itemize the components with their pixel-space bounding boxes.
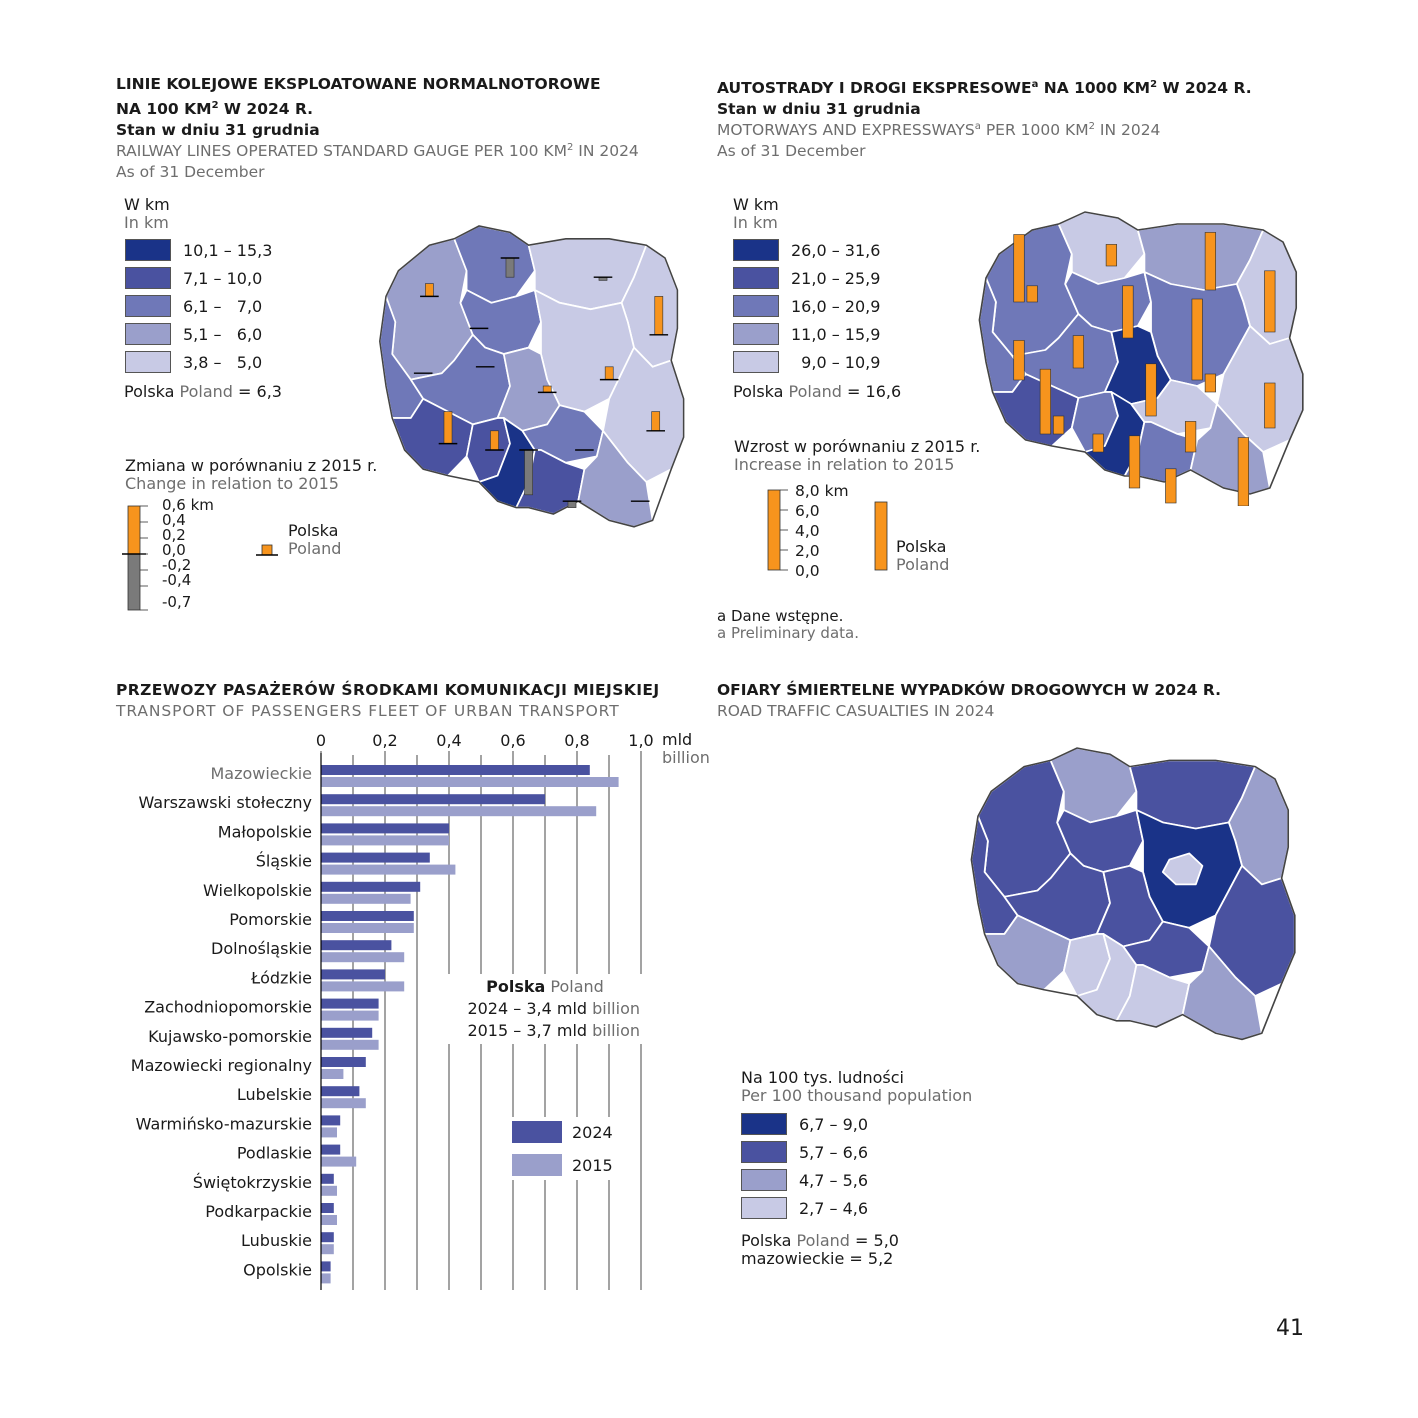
increase-bar xyxy=(1265,383,1276,428)
legend-swatch xyxy=(741,1141,787,1163)
increase-bar xyxy=(1014,235,1025,303)
increase-bar xyxy=(1192,299,1203,380)
legend-swatch xyxy=(741,1169,787,1191)
bar-2024 xyxy=(321,1057,366,1067)
bar-2024 xyxy=(321,1145,340,1155)
legend-label: 5,7 – 6,6 xyxy=(799,1142,869,1162)
bar-2024 xyxy=(321,882,420,892)
bar-2024 xyxy=(321,853,430,863)
change-bar xyxy=(425,284,433,297)
category-label: Lubuskie xyxy=(241,1231,312,1251)
casualties-subtitle: ROAD TRAFFIC CASUALTIES IN 2024 xyxy=(717,702,995,720)
increase-bar xyxy=(1205,232,1216,290)
bar-2015 xyxy=(321,1098,366,1108)
rail-map xyxy=(376,218,698,540)
increase-bar xyxy=(1146,364,1157,416)
category-label: Łódzkie xyxy=(251,968,312,988)
legend-swatch xyxy=(125,267,171,289)
bar-2024 xyxy=(321,940,391,950)
x-tick-label: 0,6 xyxy=(500,731,526,750)
bar-2015 xyxy=(321,1069,343,1079)
bar-2015 xyxy=(321,1157,356,1167)
rail-title: LINIE KOLEJOWE EKSPLOATOWANE NORMALNOTOROWE NA 100 $KM^2$ W 2024 R. Stan w dniu 31 grudnia xyxy=(116,75,601,140)
change-bar xyxy=(655,296,663,334)
legend-swatch xyxy=(741,1197,787,1219)
legend-label: 16,0 – 20,9 xyxy=(791,296,881,316)
bar-2024 xyxy=(321,823,449,833)
motorway-poland-symbol xyxy=(870,500,892,574)
increase-bar xyxy=(1040,369,1051,434)
scale-negative-bar xyxy=(128,554,140,610)
legend-label: 2,7 – 4,6 xyxy=(799,1198,869,1218)
change-bar xyxy=(506,258,514,277)
casualties-title: OFIARY ŚMIERTELNE WYPADKÓW DROGOWYCH W 2024 R. xyxy=(717,681,1222,699)
x-tick-label: 0,2 xyxy=(372,731,398,750)
legend-swatch-2024 xyxy=(512,1121,562,1143)
bar-2015 xyxy=(321,1215,337,1225)
legend-swatch xyxy=(741,1113,787,1135)
category-label: Wielkopolskie xyxy=(203,880,312,900)
category-label: Kujawsko-pomorskie xyxy=(148,1026,312,1046)
passengers-subtitle: TRANSPORT OF PASSENGERS FLEET OF URBAN TRANSPORT xyxy=(116,702,620,720)
increase-bar xyxy=(1129,436,1140,488)
legend-swatch xyxy=(733,323,779,345)
legend-row xyxy=(733,322,880,346)
legend-row xyxy=(733,350,880,374)
legend-row xyxy=(741,1140,868,1164)
bar-2015 xyxy=(321,1186,337,1196)
motorway-average: Polska Poland = 16,6 xyxy=(733,382,902,401)
rail-change-title: Zmiana w porównaniu z 2015 r. Change in relation to 2015 xyxy=(125,456,378,493)
passengers-unit: mld billion xyxy=(662,730,710,767)
increase-bar xyxy=(1238,438,1249,506)
passengers-total-box: Polska Poland 2024 – 3,4 mld billion 2015 – 3,7 mld billion xyxy=(448,974,642,1044)
legend-row xyxy=(125,350,262,374)
rail-poland-symbol xyxy=(254,538,284,560)
legend-label: 9,0 – 10,9 xyxy=(791,352,881,372)
legend-swatch xyxy=(733,295,779,317)
bar-2015 xyxy=(321,835,449,845)
rail-subtitle: RAILWAY LINES OPERATED STANDARD GAUGE PER 100 $KM^2$ IN 2024 As of 31 December xyxy=(116,142,639,182)
legend-label: 6,7 – 9,0 xyxy=(799,1114,869,1134)
legend-swatch xyxy=(125,295,171,317)
increase-bar xyxy=(1014,340,1025,380)
category-label: Opolskie xyxy=(243,1260,312,1280)
motorway-note: a Dane wstępne. a Preliminary data. xyxy=(717,607,859,642)
increase-bar xyxy=(1053,416,1064,434)
legend-row xyxy=(733,294,880,318)
increase-bar xyxy=(1123,286,1134,338)
change-bar xyxy=(525,450,533,495)
casualties-legend-title: Na 100 tys. ludności Per 100 thousand population xyxy=(741,1068,973,1105)
change-bar xyxy=(568,501,576,507)
motorway-subtitle: MOTORWAYS AND EXPRESSWAYS$^a$ PER 1000 $KM^2$ IN 2024 As of 31 December xyxy=(717,121,1161,161)
category-label: Zachodniopomorskie xyxy=(144,997,312,1017)
legend-label: 10,1 – 15,3 xyxy=(183,240,273,260)
bar-2024 xyxy=(321,1115,340,1125)
bar-2024 xyxy=(321,999,379,1009)
motorway-unit: W km In km xyxy=(733,195,779,232)
legend-swatch xyxy=(733,267,779,289)
bar-2015 xyxy=(321,777,619,787)
legend-label: 11,0 – 15,9 xyxy=(791,324,881,344)
legend-row xyxy=(125,266,262,290)
increase-bar xyxy=(1166,469,1177,503)
category-label: Mazowiecki regionalny xyxy=(130,1056,312,1075)
category-label: Małopolskie xyxy=(217,822,312,842)
category-label: Podkarpackie xyxy=(205,1202,312,1221)
increase-bar xyxy=(1027,286,1038,302)
legend-row xyxy=(733,266,880,290)
category-label: Dolnośląskie xyxy=(211,939,312,959)
bar-2024 xyxy=(321,1203,334,1213)
bar-2015 xyxy=(321,1127,337,1137)
category-label: Podlaskie xyxy=(236,1143,312,1163)
rail-average: Polska Poland = 6,3 xyxy=(124,382,282,401)
increase-bar xyxy=(1093,434,1104,452)
bar-2024 xyxy=(321,1028,372,1038)
bar-2015 xyxy=(321,1040,379,1050)
change-bar xyxy=(490,431,498,450)
increase-bar xyxy=(1185,421,1196,452)
legend-row xyxy=(741,1112,868,1136)
motorway-title: AUTOSTRADY I DROGI EKSPRESOWE$^a$ NA 1000 $KM^2$ W 2024 R. Stan w dniu 31 grudnia xyxy=(717,79,1252,119)
bar-2015 xyxy=(321,981,404,991)
x-tick-label: 0,8 xyxy=(564,731,590,750)
motorway-scale-labels: 8,0 km 6,0 4,0 2,0 0,0 xyxy=(795,482,849,580)
category-label: Pomorskie xyxy=(229,910,312,929)
bar-2024 xyxy=(321,1086,359,1096)
motorway-map xyxy=(974,206,1306,506)
bar-2024 xyxy=(321,794,545,804)
bar-2015 xyxy=(321,806,596,816)
legend-label: 21,0 – 25,9 xyxy=(791,268,881,288)
bar-2024 xyxy=(321,911,414,921)
legend-label: 3,8 – 5,0 xyxy=(183,352,263,372)
x-tick-label: 0 xyxy=(315,731,327,750)
change-bar xyxy=(605,367,613,380)
bar-2015 xyxy=(321,894,411,904)
bar-2015 xyxy=(321,1244,334,1254)
legend-swatch xyxy=(733,351,779,373)
page-number: 41 xyxy=(1276,1316,1304,1341)
category-label: Świętokrzyskie xyxy=(192,1172,312,1192)
category-label: Śląskie xyxy=(255,851,312,871)
legend-row xyxy=(125,322,262,346)
bar-2015 xyxy=(321,952,404,962)
legend-label: 4,7 – 5,6 xyxy=(799,1170,869,1190)
legend-row xyxy=(733,238,880,262)
bar-2024 xyxy=(321,969,385,979)
legend-swatch xyxy=(125,323,171,345)
legend-swatch xyxy=(125,239,171,261)
rail-scale-labels: 0,6 km 0,4 0,2 0,0 -0,2 -0,4 -0,7 xyxy=(162,496,214,611)
passengers-title: PRZEWOZY PASAŻERÓW ŚRODKAMI KOMUNIKACJI MIEJSKIEJ xyxy=(116,681,660,699)
bar-2024 xyxy=(321,1232,334,1242)
legend-label: 7,1 – 10,0 xyxy=(183,268,263,288)
category-label: Warszawski stołeczny xyxy=(138,793,312,813)
category-label: Lubelskie xyxy=(236,1085,312,1105)
bar-2024 xyxy=(321,765,590,775)
legend-row xyxy=(125,294,262,318)
casualties-map xyxy=(966,740,1306,1052)
change-bar xyxy=(543,386,551,392)
legend-swatch xyxy=(733,239,779,261)
casualties-average: Polska Poland = 5,0 mazowieckie = 5,2 xyxy=(741,1231,899,1268)
bar-2024 xyxy=(321,1174,334,1184)
x-tick-label: 0,4 xyxy=(436,731,462,750)
increase-bar xyxy=(1205,374,1216,392)
bar-2015 xyxy=(321,1273,331,1283)
bar-2015 xyxy=(321,865,455,875)
x-tick-label: 1,0 xyxy=(628,731,654,750)
bar-2024 xyxy=(321,1261,331,1271)
category-label: Mazowieckie xyxy=(210,764,312,783)
scale-positive-bar xyxy=(128,506,140,554)
legend-label: 5,1 – 6,0 xyxy=(183,324,263,344)
legend-row xyxy=(125,238,272,262)
motorway-change-title: Wzrost w porównaniu z 2015 r. Increase in relation to 2015 xyxy=(734,437,981,474)
category-label: Warmińsko-mazurskie xyxy=(135,1114,312,1134)
legend-label: 26,0 – 31,6 xyxy=(791,240,881,260)
rail-unit: W km In km xyxy=(124,195,170,232)
change-bar xyxy=(444,412,452,444)
rail-poland-label: Polska Poland xyxy=(288,521,342,558)
motorway-poland-label: Polska Poland xyxy=(896,537,950,574)
legend-row xyxy=(741,1168,868,1192)
legend-swatch xyxy=(125,351,171,373)
legend-row xyxy=(741,1196,868,1220)
bar-2015 xyxy=(321,1011,379,1021)
legend-swatch-2015 xyxy=(512,1154,562,1176)
increase-bar xyxy=(1073,336,1084,368)
increase-bar xyxy=(1106,244,1117,266)
increase-bar xyxy=(1265,271,1276,332)
change-bar xyxy=(652,412,660,431)
passengers-legend: 2024 2015 xyxy=(512,1117,619,1180)
legend-label: 6,1 – 7,0 xyxy=(183,296,263,316)
bar-2015 xyxy=(321,923,414,933)
